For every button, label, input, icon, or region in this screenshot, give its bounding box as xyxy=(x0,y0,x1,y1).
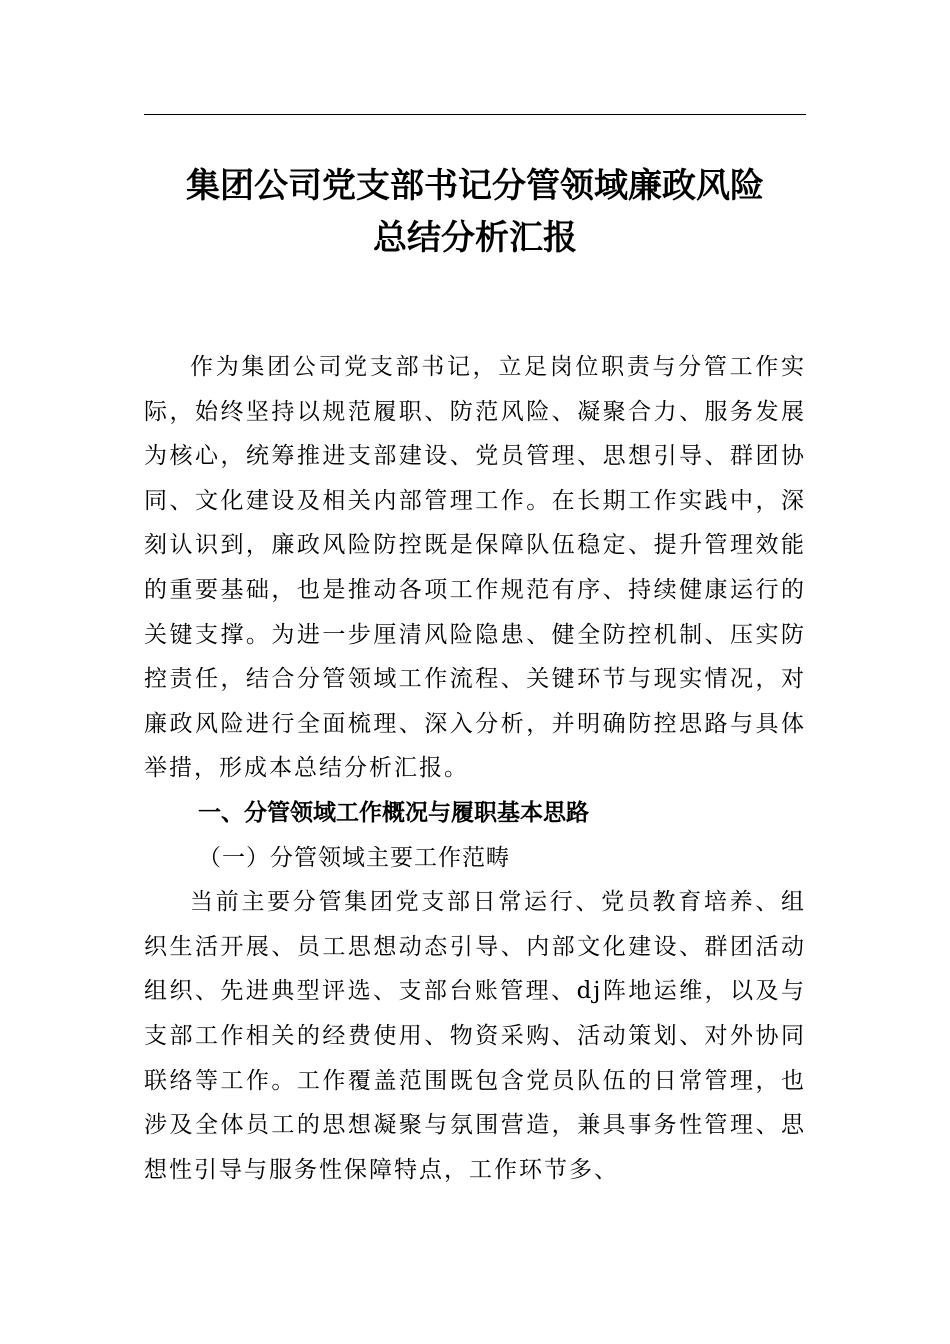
document-body xyxy=(144,345,806,1192)
title-line-1: 集团公司党支部书记分管领域廉政风险 xyxy=(186,166,764,206)
intro-paragraph: 作为集团公司党支部书记，立足岗位职责与分管工作实际，始终坚持以规范履职、防范风险、凝聚合力、服务发展为核心，统筹推进支部建设、党员管理、思想引导、群团协同、文化建设及相关内部管理工作。在长期工作实践中，深刻认识到，廉政风险防控既是保障队伍稳定、提升管理效能的重要基础，也是推动各项工作规范有序、持续健康运行的关键支撑。为进一步厘清风险隐患、健全防控机制、压实防控责任，结合分管领域工作流程、关键环节与现实情况，对廉政风险进行全面梳理、深入分析，并明确防控思路与具体举措，形成本总结分析汇报。 xyxy=(144,354,806,782)
header-rule xyxy=(144,114,806,115)
document-title xyxy=(144,160,806,264)
subsection-heading-1: （一）分管领域主要工作范畴 xyxy=(198,844,510,871)
title-line-2: 总结分析汇报 xyxy=(373,218,577,258)
section-heading-1: 一、分管领域工作概况与履职基本思路 xyxy=(198,799,589,826)
subsection-paragraph-1: 当前主要分管集团党支部日常运行、党员教育培养、组织生活开展、员工思想动态引导、内部文化建设、群团活动组织、先进典型评选、支部台账管理、dj阵地运维，以及与支部工作相关的经费使用、物资采购、活动策划、对外协同联络等工作。工作覆盖范围既包含党员队伍的日常管理，也涉及全体员工的思想凝聚与氛围营造，兼具事务性管理、思想性引导与服务性保障特点，工作环节多、 xyxy=(144,889,806,1183)
